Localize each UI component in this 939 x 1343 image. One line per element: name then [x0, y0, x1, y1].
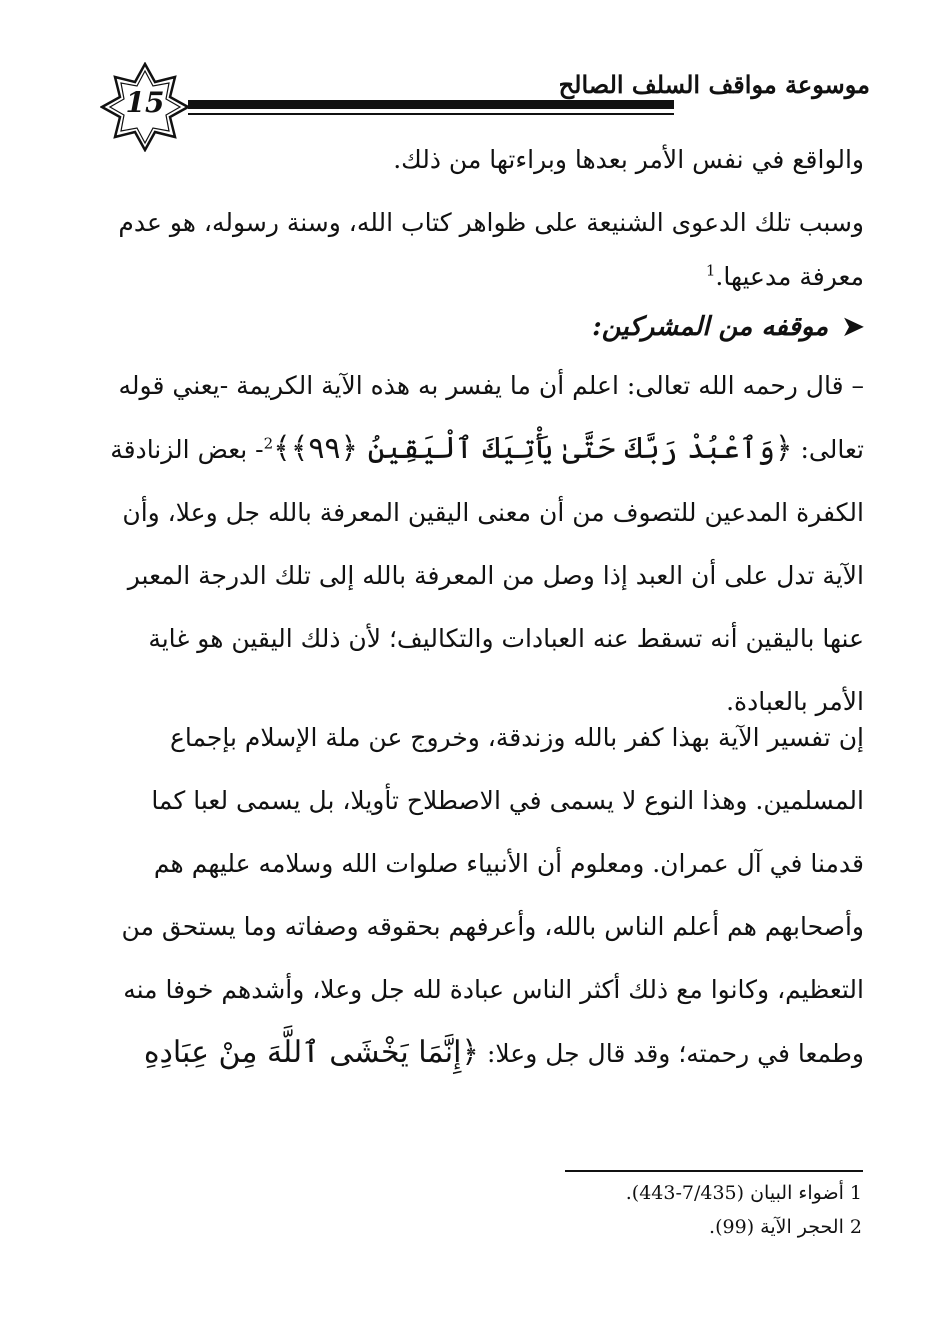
arrowhead-icon: ➤ — [842, 312, 864, 342]
series-title: موسوعة مواقف السلف الصالح — [558, 70, 870, 99]
footnotes — [400, 1182, 862, 1250]
paragraph-4 — [110, 706, 864, 1085]
paragraph-2 — [110, 196, 864, 304]
footnote-number: 2 — [849, 1216, 862, 1238]
footnote-2 — [400, 1216, 862, 1238]
paragraph-3-text-a: – قال رحمه الله تعالى: اعلم أن ما يفسر به هذه الآية الكريمة -يعني قوله تعالى: — [118, 371, 864, 464]
paragraph-3 — [110, 354, 864, 733]
paragraph-3-text-b: - بعض الزنادقة الكفرة المدعين للتصوف من أن معنى اليقين المعرفة بالله جل وعلا، وأن الآية تدل على أن العبد إذا وصل من المعرفة بالله إلى تلك الدرجة المعبر عنها باليقين أنه تسقط عنه العبادات والتكاليف؛ لأن ذلك اليقين هو غاية الأمر بالعبادة. — [110, 435, 864, 716]
header-rule-thin — [188, 113, 674, 115]
footnote-number: 1 — [849, 1182, 862, 1204]
paragraph-4-text: إن تفسير الآية بهذا كفر بالله وزندقة، وخروج عن ملة الإسلام بإجماع المسلمين. وهذا النوع لا يسمى في الاصطلاح تأويلا، بل يسمى لعبا كما قدمنا في آل عمران. ومعلوم أن الأنبياء صلوات الله وسلامه عليهم هم وأصحابهم هم أعلم الناس بالله، وأعرفهم بحقوقه وصفاته وما يستحق من التعظيم، وكانوا مع ذلك أكثر الناس عبادة لله جل وعلا، وأشدهم خوفا منه وطمعا في رحمته؛ وقد قال جل وعلا: — [121, 723, 864, 1068]
quran-verse-2: ﴿إِنَّمَا يَخْشَى ٱللَّهَ مِنْ عِبَادِهِ — [143, 1035, 479, 1070]
paragraph-1: والواقع في نفس الأمر بعدها وبراءتها من ذلك. — [393, 145, 864, 174]
page-number: 15 — [125, 86, 165, 119]
footnote-1 — [400, 1182, 862, 1204]
footnote-text: الحجر الآية (99). — [709, 1216, 844, 1238]
header-rule — [188, 100, 674, 109]
footnote-ref-2: 2 — [263, 434, 274, 453]
footnote-text: أضواء البيان (7/435-443). — [625, 1182, 844, 1204]
section-heading — [592, 312, 864, 342]
footnote-separator — [565, 1170, 863, 1172]
section-heading-text: موقفه من المشركين: — [592, 312, 829, 342]
paragraph-2-text: وسبب تلك الدعوى الشنيعة على ظواهر كتاب الله، وسنة رسوله، هو عدم معرفة مدعيها. — [118, 208, 864, 291]
footnote-ref-1: 1 — [705, 261, 716, 280]
quran-verse-1: ﴿وَٱعْبُدْ رَبَّكَ حَتَّىٰ يَأْتِيَكَ ٱلْيَقِينُ ﴿٩٩﴾﴾ — [273, 431, 793, 466]
